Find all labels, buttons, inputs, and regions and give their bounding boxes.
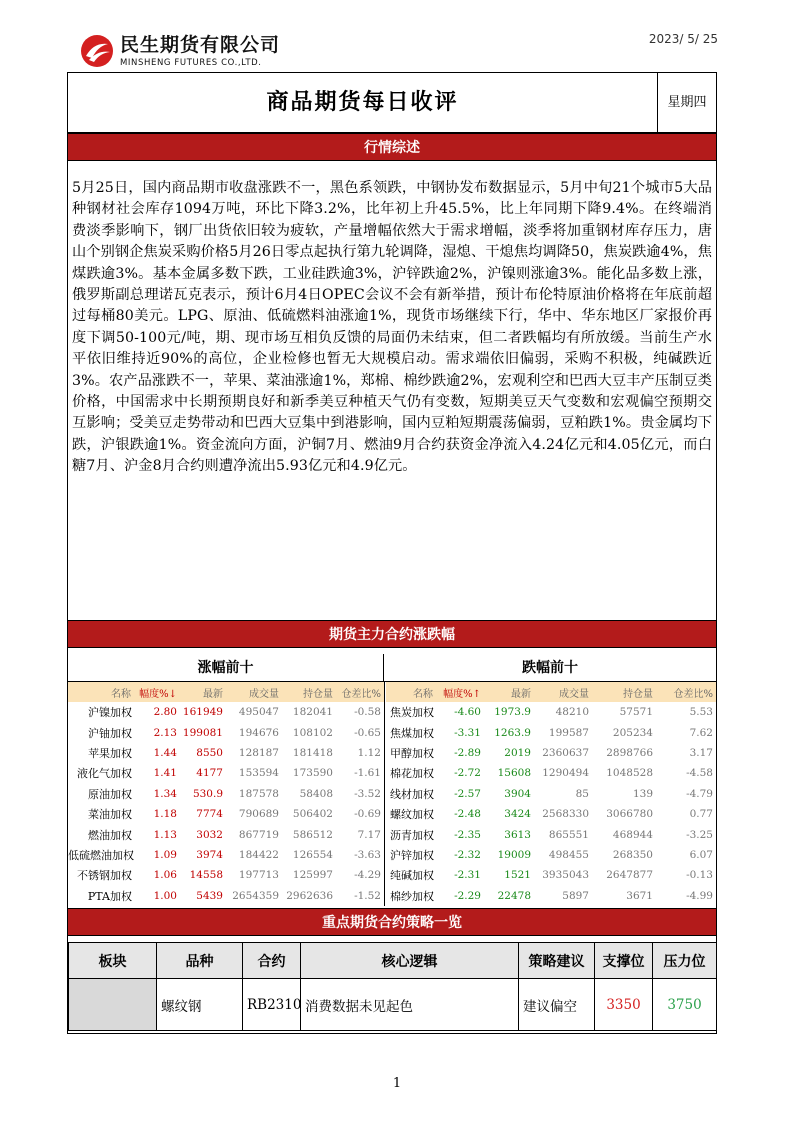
- oi-cell: 3671: [626, 889, 653, 902]
- table-row[interactable]: [386, 784, 716, 804]
- name-cell: 螺纹加权: [390, 808, 434, 822]
- losers-body: [386, 702, 716, 906]
- table-row[interactable]: [68, 763, 384, 783]
- oi-cell: 139: [632, 787, 653, 800]
- oi-change-cell: 7.17: [357, 828, 381, 841]
- volume-cell: 128187: [238, 746, 279, 759]
- col-open-interest[interactable]: 持仓量: [592, 682, 656, 702]
- table-row[interactable]: [386, 722, 716, 742]
- volume-cell: 495047: [238, 706, 279, 719]
- logic-cell: 消费数据未见起色: [301, 979, 519, 1031]
- volume-cell: 2360637: [542, 746, 589, 759]
- oi-change-cell: -0.58: [354, 706, 381, 719]
- volume-cell: 153594: [238, 767, 279, 780]
- last-cell: 3032: [196, 828, 223, 841]
- change-cell: -2.35: [454, 828, 481, 841]
- volume-cell: 867719: [238, 828, 279, 841]
- change-cell: -2.57: [454, 787, 481, 800]
- table-row: [69, 979, 717, 1031]
- last-cell: 4177: [196, 767, 223, 780]
- volume-cell: 5897: [562, 889, 589, 902]
- volume-cell: 194676: [238, 726, 279, 739]
- oi-cell: 126554: [292, 848, 333, 861]
- name-cell: 沥青加权: [390, 828, 434, 842]
- oi-change-cell: -4.99: [686, 889, 713, 902]
- col-change[interactable]: 幅度%↓: [134, 682, 180, 702]
- name-cell: 沪锌加权: [390, 848, 434, 862]
- oi-change-cell: -4.79: [686, 787, 713, 800]
- gainers-table: [68, 682, 384, 906]
- change-cell: -4.60: [454, 706, 481, 719]
- volume-cell: 187578: [238, 787, 279, 800]
- name-cell: 甲醇加权: [390, 746, 434, 760]
- table-row[interactable]: [68, 886, 384, 906]
- volume-cell: 498455: [548, 848, 589, 861]
- volume-cell: 1290494: [542, 767, 589, 780]
- oi-change-cell: -0.13: [686, 869, 713, 882]
- volume-cell: 2568330: [542, 808, 589, 821]
- support-cell: 3350: [595, 979, 653, 1031]
- oi-change-cell: -3.52: [354, 787, 381, 800]
- company-logo: [80, 30, 310, 72]
- change-cell: 1.44: [153, 746, 177, 759]
- sector-cell: [69, 979, 157, 1031]
- strategy-table: [68, 942, 717, 1031]
- col-last[interactable]: 最新: [180, 682, 226, 702]
- name-cell: 棉花加权: [390, 767, 434, 781]
- oi-change-cell: -3.63: [354, 848, 381, 861]
- change-cell: -3.31: [454, 726, 481, 739]
- last-cell: 14558: [189, 869, 223, 882]
- name-cell: 纯碱加权: [390, 869, 434, 883]
- company-logo-icon: [80, 34, 114, 68]
- change-cell: 1.06: [153, 869, 177, 882]
- table-row[interactable]: [68, 865, 384, 885]
- table-row[interactable]: [386, 824, 716, 844]
- last-cell: 2019: [504, 746, 531, 759]
- volume-cell: 184422: [238, 848, 279, 861]
- change-cell: -2.29: [454, 889, 481, 902]
- volume-cell: 865551: [548, 828, 589, 841]
- oi-cell: 586512: [292, 828, 333, 841]
- page-title: 商品期货每日收评: [68, 73, 658, 133]
- last-cell: 3904: [504, 787, 531, 800]
- change-cell: -2.32: [454, 848, 481, 861]
- volume-cell: 48210: [555, 706, 589, 719]
- oi-cell: 506402: [292, 808, 333, 821]
- last-cell: 199081: [182, 726, 223, 739]
- oi-cell: 108102: [292, 726, 333, 739]
- volume-cell: 3935043: [542, 869, 589, 882]
- oi-change-cell: 7.62: [689, 726, 713, 739]
- oi-change-cell: -0.69: [354, 808, 381, 821]
- last-cell: 1521: [504, 869, 531, 882]
- oi-change-cell: -1.61: [354, 767, 381, 780]
- col-volume[interactable]: 成交量: [226, 682, 282, 702]
- page-number: 1: [392, 1076, 402, 1091]
- oi-cell: 173590: [292, 767, 333, 780]
- last-cell: 3613: [504, 828, 531, 841]
- oi-cell: 58408: [299, 787, 333, 800]
- last-cell: 3424: [504, 808, 531, 821]
- report-date: 2023/ 5/ 25: [648, 32, 718, 46]
- oi-cell: 205234: [612, 726, 653, 739]
- table-row[interactable]: [68, 845, 384, 865]
- strategy-header-row: [69, 943, 717, 979]
- oi-cell: 182041: [292, 706, 333, 719]
- table-row[interactable]: [386, 702, 716, 722]
- oi-cell: 268350: [612, 848, 653, 861]
- oi-cell: 2962636: [286, 889, 333, 902]
- change-cell: 2.13: [153, 726, 177, 739]
- oi-cell: 181418: [292, 746, 333, 759]
- volume-cell: 85: [575, 787, 589, 800]
- oi-cell: 125997: [292, 869, 333, 882]
- name-cell: PTA加权: [87, 889, 132, 903]
- col-resistance: 压力位: [653, 943, 717, 979]
- oi-cell: 468944: [612, 828, 653, 841]
- name-cell: 苹果加权: [88, 746, 132, 760]
- title-row: [68, 73, 716, 133]
- table-divider: [384, 682, 385, 906]
- last-cell: 1263.9: [494, 726, 531, 739]
- name-cell: 焦炭加权: [390, 706, 434, 720]
- table-row[interactable]: [386, 804, 716, 824]
- col-sector: 板块: [69, 943, 157, 979]
- change-cell: -2.89: [454, 746, 481, 759]
- volume-cell: 197713: [238, 869, 279, 882]
- table-row[interactable]: [68, 722, 384, 742]
- name-cell: 棉纱加权: [390, 889, 434, 903]
- change-cell: 1.13: [153, 828, 177, 841]
- gainers-title: 涨幅前十: [68, 654, 384, 682]
- oi-change-cell: 3.17: [689, 746, 713, 759]
- oi-change-cell: -1.52: [354, 889, 381, 902]
- table-row[interactable]: [68, 784, 384, 804]
- change-cell: 1.18: [153, 808, 177, 821]
- change-cell: -2.31: [454, 869, 481, 882]
- contract-cell: RB2310: [243, 979, 301, 1031]
- resistance-cell: 3750: [653, 979, 717, 1031]
- section-strategy: 重点期货合约策略一览: [68, 908, 716, 936]
- oi-cell: 3066780: [606, 808, 653, 821]
- volume-cell: 199587: [548, 726, 589, 739]
- col-open-interest[interactable]: 持仓量: [282, 682, 336, 702]
- oi-change-cell: 5.53: [689, 706, 713, 719]
- name-cell: 菜油加权: [88, 808, 132, 822]
- change-cell: 1.09: [153, 848, 177, 861]
- name-cell: 燃油加权: [88, 828, 132, 842]
- table-row[interactable]: [386, 886, 716, 906]
- company-name-en: MINSHENG FUTURES CO.,LTD.: [120, 57, 262, 68]
- losers-table: [386, 682, 716, 906]
- oi-change-cell: 1.12: [357, 746, 381, 759]
- company-name-cn: 民生期货有限公司: [120, 33, 281, 56]
- oi-cell: 1048528: [606, 767, 653, 780]
- oi-change-cell: 0.77: [689, 808, 713, 821]
- oi-change-cell: 6.07: [689, 848, 713, 861]
- losers-header-row: [386, 682, 716, 702]
- last-cell: 5439: [196, 889, 223, 902]
- name-cell: 液化气加权: [77, 767, 132, 781]
- last-cell: 19009: [497, 848, 531, 861]
- table-row[interactable]: [68, 804, 384, 824]
- market-summary-text: 5月25日，国内商品期市收盘涨跌不一，黑色系领跌，中钢协发布数据显示，5月中旬21个城市5大品种钢材社会库存1094万吨，环比下降3.2%，比年初上升45.5%，比上年同期下降9.4%。在终端消费淡季影响下，钢厂出货依旧较为疲软，产量增幅依然大于需求增幅，淡季将加重钢材库存压力，唐山个别钢企焦炭采购价格5月26日零点起执行第九轮调降，湿熄、干熄焦均调降50，焦炭跌逾4%，焦煤跌逾3%。基本金属多数下跌，工业硅跌逾3%，沪锌跌逾2%，沪镍则涨逾3%。能化品多数上涨，俄罗斯副总理诺瓦克表示，预计6月4日OPEC会议不会有新举措，预计布伦特原油价格将在年底前超过每桶80美元。LPG、原油、低硫燃料油涨逾1%，现货市场继续下行，华中、华东地区厂家报价再度下调50-100元/吨，期、现市场互相负反馈的局面仍未结束，但二者跌幅均有所放缓。当前生产水平依旧维持近90%的高位，企业检修也暂无大规模启动。需求端依旧偏弱，采购不积极，纯碱跌近3%。农产品涨跌不一，苹果、菜油涨逾1%，郑棉、棉纱跌逾2%，宏观利空和巴西大豆丰产压制豆类价格，中国需求中长期预期良好和新季美豆种植天气仍有变数，短期美豆天气变数和宏观偏空预期交互影响；受美豆走势带动和巴西大豆集中到港影响，国内豆粕短期震荡偏弱，豆粕跌1%。贵金属均下跌，沪银跌逾1%。资金流向方面，沪铜7月、燃油9月合约获资金净流入4.24亿元和4.05亿元，而白糖7月、沪金8月合约则遭净流出5.93亿元和4.9亿元。: [72, 180, 712, 475]
- col-advice: 策略建议: [519, 943, 595, 979]
- col-variety: 品种: [157, 943, 243, 979]
- gainers-body: [68, 702, 384, 906]
- name-cell: 原油加权: [88, 787, 132, 801]
- col-support: 支撑位: [595, 943, 653, 979]
- table-row[interactable]: [386, 865, 716, 885]
- table-row[interactable]: [68, 702, 384, 722]
- change-cell: -2.72: [454, 767, 481, 780]
- report-frame: [67, 72, 717, 1034]
- change-cell: 2.80: [153, 706, 177, 719]
- col-volume[interactable]: 成交量: [534, 682, 592, 702]
- weekday: 星期四: [667, 95, 707, 110]
- change-cell: 1.34: [153, 787, 177, 800]
- last-cell: 530.9: [192, 787, 223, 800]
- col-logic: 核心逻辑: [301, 943, 519, 979]
- table-row[interactable]: [68, 824, 384, 844]
- last-cell: 8550: [196, 746, 223, 759]
- col-last[interactable]: 最新: [484, 682, 534, 702]
- col-oi-change[interactable]: 仓差比%: [656, 682, 716, 702]
- col-name[interactable]: 名称: [68, 682, 134, 702]
- change-cell: -2.48: [454, 808, 481, 821]
- advice-cell: 建议偏空: [519, 979, 595, 1031]
- col-change[interactable]: 幅度%↑: [436, 682, 484, 702]
- oi-cell: 2898766: [606, 746, 653, 759]
- oi-change-cell: -4.58: [686, 767, 713, 780]
- last-cell: 1973.9: [494, 706, 531, 719]
- table-row[interactable]: [386, 743, 716, 763]
- oi-change-cell: -0.65: [354, 726, 381, 739]
- col-name[interactable]: 名称: [386, 682, 436, 702]
- oi-cell: 57571: [619, 706, 653, 719]
- col-contract: 合约: [243, 943, 301, 979]
- name-cell: 焦煤加权: [390, 726, 434, 740]
- oi-change-cell: -3.25: [686, 828, 713, 841]
- name-cell: 不锈钢加权: [77, 869, 132, 883]
- name-cell: 线材加权: [390, 787, 434, 801]
- col-oi-change[interactable]: 仓差比%: [336, 682, 384, 702]
- oi-cell: 2647877: [606, 869, 653, 882]
- change-cell: 1.41: [153, 767, 177, 780]
- oi-change-cell: -4.29: [354, 869, 381, 882]
- table-row[interactable]: [386, 845, 716, 865]
- last-cell: 161949: [182, 706, 223, 719]
- last-cell: 7774: [196, 808, 223, 821]
- name-cell: 沪铀加权: [88, 726, 132, 740]
- volume-cell: 2654359: [232, 889, 279, 902]
- last-cell: 3974: [196, 848, 223, 861]
- gainers-header-row: [68, 682, 384, 702]
- volume-cell: 790689: [238, 808, 279, 821]
- last-cell: 22478: [497, 889, 531, 902]
- change-cell: 1.00: [153, 889, 177, 902]
- table-row[interactable]: [386, 763, 716, 783]
- losers-title: 跌幅前十: [384, 654, 716, 682]
- section-market-summary: 行情综述: [68, 133, 716, 161]
- table-row[interactable]: [68, 743, 384, 763]
- last-cell: 15608: [497, 767, 531, 780]
- variety-cell: 螺纹钢: [157, 979, 243, 1031]
- section-futures-moves: 期货主力合约涨跌幅: [68, 620, 716, 648]
- name-cell: 低硫燃油加权: [68, 848, 134, 862]
- name-cell: 沪镍加权: [88, 706, 132, 720]
